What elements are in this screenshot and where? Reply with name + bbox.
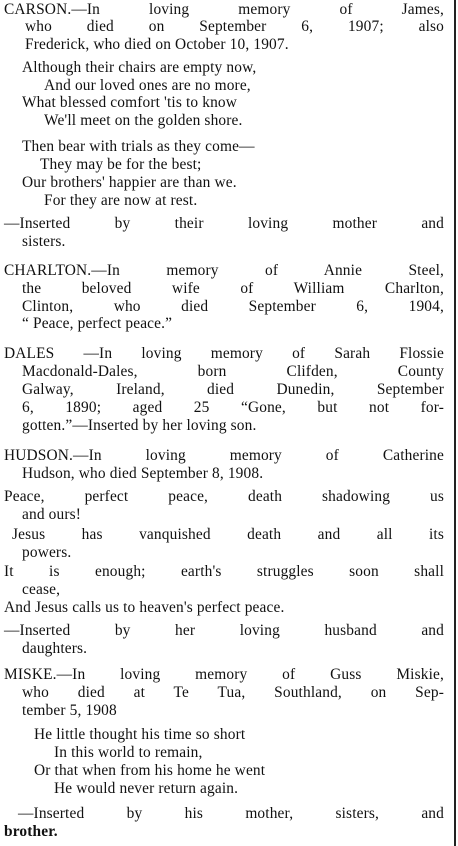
- verse-line: Peace, perfect peace, death shadowing us: [4, 488, 444, 505]
- notice-line: CHARLTON.—In memory of Annie Steel,: [4, 262, 444, 279]
- notice-line: 6, 1890; aged 25 “Gone, but not for-: [22, 399, 444, 416]
- verse-line: And our loved ones are no more,: [44, 77, 251, 94]
- verse-line: They may be for the best;: [40, 156, 202, 173]
- notice-line: Macdonald-Dales, born Clifden, County: [22, 363, 444, 380]
- verse-line: Jesus has vanquished death and all its: [12, 526, 444, 543]
- notice-line: Galway, Ireland, died Dunedin, September: [22, 381, 444, 398]
- verse-line: It is enough; earth's struggles soon shall: [4, 563, 444, 580]
- verse-line: Our brothers' happier are than we.: [22, 174, 237, 191]
- notice-line: tember 5, 1908: [22, 702, 117, 719]
- verse-line: He little thought his time so short: [34, 726, 246, 743]
- notice-line: sisters.: [22, 233, 66, 250]
- notice-line: CARSON.—In loving memory of James,: [4, 1, 444, 18]
- notice-line: daughters.: [22, 640, 88, 657]
- verse-line: powers.: [22, 544, 72, 561]
- notice-line: —Inserted by her loving husband and: [4, 622, 444, 639]
- notice-line: Frederick, who died on October 10, 1907.: [25, 36, 289, 53]
- column-rule: [454, 0, 456, 846]
- notice-line: —Inserted by their loving mother and: [4, 215, 444, 232]
- verse-line: For they are now at rest.: [44, 192, 198, 209]
- verse-line: Although their chairs are empty now,: [22, 59, 257, 76]
- verse-line: and ours!: [22, 506, 82, 523]
- notice-line: HUDSON.—In loving memory of Catherine: [4, 447, 444, 464]
- notice-line: the beloved wife of William Charlton,: [22, 280, 444, 297]
- notice-line: Clinton, who died September 6, 1904,: [22, 298, 444, 315]
- notice-line: who died on September 6, 1907; also: [25, 18, 444, 35]
- notice-line: who died at Te Tua, Southland, on Sep-: [22, 684, 444, 701]
- verse-line: We'll meet on the golden shore.: [44, 112, 243, 129]
- notice-line: brother.: [4, 823, 58, 840]
- verse-line: And Jesus calls us to heaven's perfect peace.: [4, 599, 285, 616]
- verse-line: Then bear with trials as they come—: [22, 138, 255, 155]
- verse-line: Or that when from his home he went: [34, 762, 266, 779]
- verse-line: cease,: [22, 581, 61, 598]
- notice-line: —Inserted by his mother, sisters, and: [18, 805, 444, 822]
- notice-line: Hudson, who died September 8, 1908.: [22, 465, 264, 482]
- verse-line: What blessed comfort 'tis to know: [22, 94, 238, 111]
- verse-line: He would never return again.: [54, 780, 239, 797]
- notice-line: MISKE.—In loving memory of Guss Miskie,: [4, 666, 444, 683]
- verse-line: In this world to remain,: [54, 744, 203, 761]
- notice-line: gotten.”—Inserted by her loving son.: [22, 417, 257, 434]
- notice-line: DALES —In loving memory of Sarah Flossie: [4, 345, 444, 362]
- notice-line: “ Peace, perfect peace.”: [22, 315, 173, 332]
